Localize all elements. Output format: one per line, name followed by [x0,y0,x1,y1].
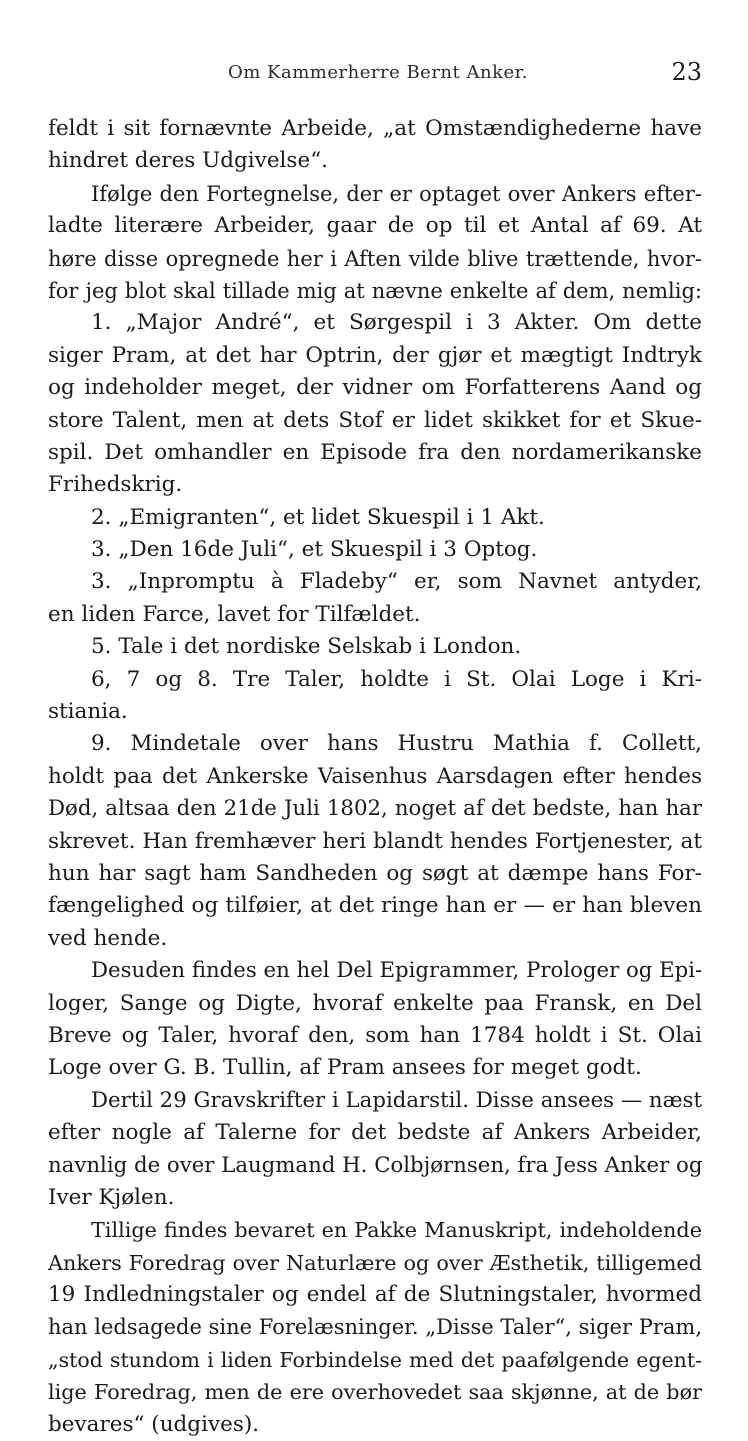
text-line: 3. „Den 16de Juli“, et Skuespil i 3 Optog. [91,537,538,563]
text-line: „stod stundom i liden Forbindelse med det paafølgende egent- [48,1347,702,1372]
text-line: ladte literære Arbeider, gaar de op til et Antal af 69. At [48,213,702,239]
text-line: Ankers Foredrag over Naturlære og over Æsthetik, tilligemed [48,1250,702,1275]
text-line: han ledsagede sine Forelæsninger. „Disse Taler“, siger Pram, [48,1315,702,1340]
text-line: feldt i sit fornævnte Arbeide, „at Omstændighederne have [48,116,702,141]
text-line: høre disse opregnede her i Aften vilde blive trættende, hvor- [48,246,702,271]
text-line: 6, 7 og 8. Tre Taler, holdte i St. Olai Loge i Kri- [91,666,702,692]
page-number: 23 [671,58,702,86]
text-line: loger, Sange og Digte, hvoraf enkelte paa Fransk, en Del [48,990,702,1016]
text-line: Frihedskrig. [48,472,183,498]
text-line: holdt paa det Ankerske Vaisenhus Aarsdagen efter hendes [48,763,702,789]
text-line: store Talent, men at dets Stof er lidet skikket for et Skue- [48,407,702,433]
page-header [0,58,748,92]
running-title: Om Kammerherre Bernt Anker. [228,62,528,83]
text-line: 3. „Inpromptu à Fladeby“ er, som Navnet antyder, [91,569,702,595]
text-line: hun har sagt ham Sandheden og søgt at dæmpe hans For- [48,860,702,886]
text-line: 1. „Major André“, et Sørgespil i 3 Akter. Om dette [91,310,702,336]
text-line: Tillige findes bevaret en Pakke Manuskript, indeholdende [91,1218,702,1243]
text-line: 9. Mindetale over hans Hustru Mathia f. Collett, [91,731,702,757]
text-line: Ifølge den Fortegnelse, der er optaget over Ankers efter- [91,181,702,206]
text-line: 19 Indledningstaler og endel af de Slutningstaler, hvormed [48,1282,702,1308]
text-line: hindret deres Udgivelse“. [48,148,329,174]
text-line: 5. Tale i det nordiske Selskab i London. [91,634,522,660]
text-line: skrevet. Han fremhæver heri blandt hendes Fortjenester, at [48,828,702,854]
text-line: siger Pram, at det har Optrin, der gjør et mægtigt Indtryk [48,342,702,368]
text-line: ved hende. [48,925,168,951]
text-line: Dertil 29 Gravskrifter i Lapidarstil. Disse ansees — næst [91,1087,702,1113]
text-line: Desuden findes en hel Del Epigrammer, Prologer og Epi- [91,958,702,984]
text-line: efter nogle af Talerne for det bedste af Ankers Arbeider, [48,1120,702,1146]
text-line: 2. „Emigranten“, et lidet Skuespil i 1 Akt. [91,504,545,530]
text-line: navnlig de over Laugmand H. Colbjørnsen, fra Jess Anker og [48,1152,702,1178]
text-line: en liden Farce, lavet for Tilfældet. [48,601,421,627]
text-line: for jeg blot skal tillade mig at nævne enkelte af dem, nemlig: [48,278,702,303]
text-line: stiania. [48,699,128,725]
text-line: Død, altsaa den 21de Juli 1802, noget af det bedste, han har [48,796,702,822]
text-line: Loge over G. B. Tullin, af Pram ansees for meget godt. [48,1055,642,1081]
body-text [48,113,702,1441]
text-line: spil. Det omhandler en Episode fra den nordamerikanske [48,439,702,465]
text-line: lige Foredrag, men de ere overhovedet saa skjønne, at de bør [48,1380,702,1405]
text-line: fængelighed og tilføier, at det ringe han er — er han bleven [48,893,702,919]
text-line: og indeholder meget, der vidner om Forfatterens Aand og [48,375,702,401]
text-line: bevares“ (udgives). [48,1411,260,1437]
text-line: Iver Kjølen. [48,1184,175,1210]
text-line: Breve og Taler, hvoraf den, som han 1784 holdt i St. Olai [48,1022,702,1048]
